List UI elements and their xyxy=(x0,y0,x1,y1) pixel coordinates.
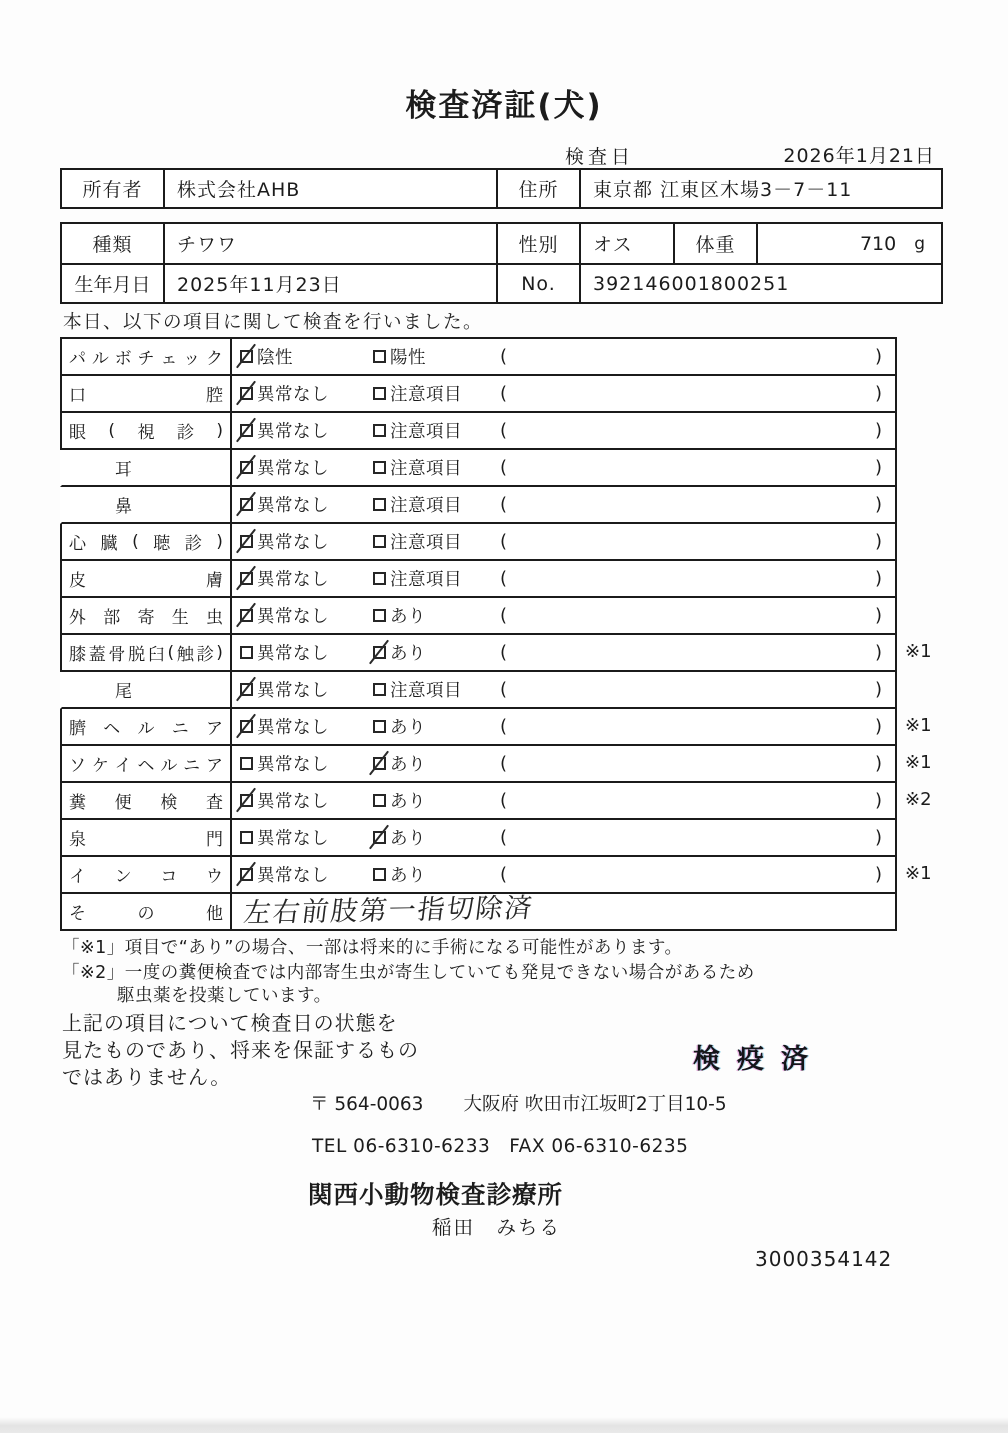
result-option xyxy=(240,455,373,480)
option-label: 異常なし xyxy=(257,755,329,775)
weight-label: 体重 xyxy=(675,224,758,263)
checkbox-unchecked xyxy=(373,794,386,807)
option-label: 陽性 xyxy=(390,348,426,368)
check-row xyxy=(60,450,895,487)
check-row xyxy=(60,746,932,783)
handwritten-check-mark xyxy=(236,862,256,887)
clinic-postal-address xyxy=(310,1090,727,1116)
item-label xyxy=(62,339,232,374)
option-label: 異常なし xyxy=(257,533,329,553)
remark-paren-close: ) xyxy=(874,790,882,811)
item-label-char: 査 xyxy=(205,793,223,813)
item-label-char: ( xyxy=(132,531,139,552)
check-row xyxy=(60,709,932,746)
option-label: あり xyxy=(390,718,426,738)
item-label-char: ソ xyxy=(69,756,86,776)
check-row xyxy=(60,894,895,931)
check-row xyxy=(60,820,895,857)
footnote-2-continued: 駆虫薬を投薬しています。 xyxy=(117,986,332,1006)
owner-label: 所有者 xyxy=(62,170,165,207)
breed-label: 種類 xyxy=(62,224,165,263)
checkbox-checked xyxy=(240,720,253,733)
pet-table xyxy=(60,222,943,304)
item-label-char: ン xyxy=(114,867,132,887)
item-label-char: ヘ xyxy=(103,719,121,739)
inspection-date-label: 検査日 xyxy=(565,146,635,168)
remark-paren-open: ( xyxy=(500,679,508,700)
result-option xyxy=(240,529,373,554)
remark-paren-open: ( xyxy=(500,457,508,478)
item-label-char: 皮 xyxy=(69,571,86,591)
item-label-char: 膚 xyxy=(206,571,223,591)
item-label xyxy=(62,561,232,596)
option-label: 注意項目 xyxy=(390,496,462,516)
option-label: 注意項目 xyxy=(390,681,462,701)
result-option xyxy=(373,788,500,813)
item-label-char: 膝 xyxy=(69,645,86,665)
handwritten-check-mark xyxy=(236,455,256,480)
disclaimer-line-3: ではありません。 xyxy=(62,1065,232,1089)
option-label: 注意項目 xyxy=(390,385,462,405)
remark-paren-close: ) xyxy=(874,753,882,774)
item-label-char: 検 xyxy=(160,793,178,813)
intro-statement: 本日、以下の項目に関して検査を行いました。 xyxy=(63,312,484,333)
row-footnote-mark: ※1 xyxy=(905,863,932,884)
document-code: 3000354142 xyxy=(755,1247,893,1271)
item-label xyxy=(62,487,232,522)
result-cell xyxy=(232,746,895,781)
item-label xyxy=(62,894,232,929)
remark-paren-close: ) xyxy=(874,383,882,404)
breed-value: チワワ xyxy=(165,224,498,263)
item-label xyxy=(62,598,232,633)
disclaimer-line-1: 上記の項目について検査日の状態を xyxy=(62,1011,398,1035)
result-option xyxy=(373,714,500,739)
item-label xyxy=(62,709,232,744)
page-title: 検査済証(犬) xyxy=(405,88,603,124)
item-label-char: ル xyxy=(91,349,109,369)
handwritten-check-mark xyxy=(236,529,256,554)
handwritten-check-mark xyxy=(236,492,256,517)
item-label xyxy=(62,450,232,485)
item-label-char: 聴 xyxy=(153,534,171,554)
option-label: 異常なし xyxy=(257,570,329,590)
result-option xyxy=(240,825,373,850)
item-label-char: ボ xyxy=(114,349,132,369)
remark-paren-open: ( xyxy=(500,383,508,404)
remark-paren-close: ) xyxy=(874,346,882,367)
result-option xyxy=(373,418,500,443)
item-label-char: 診 xyxy=(196,645,214,665)
item-label-char: チ xyxy=(137,349,155,369)
result-option xyxy=(373,566,500,591)
remark-paren-close: ) xyxy=(874,494,882,515)
clinic-tel-fax: TEL 06-6310-6233 FAX 06-6310-6235 xyxy=(312,1136,689,1157)
examiner-name: 稲田 みちる xyxy=(432,1216,562,1239)
remark-paren-close: ) xyxy=(874,642,882,663)
item-label-char: そ xyxy=(69,904,86,924)
remark-paren-close: ) xyxy=(874,827,882,848)
checkbox-unchecked xyxy=(373,387,386,400)
remark-paren-open: ( xyxy=(500,420,508,441)
item-label-char: 臍 xyxy=(69,719,86,739)
number-value: 392146001800251 xyxy=(593,272,790,295)
item-label-char: ) xyxy=(216,420,223,441)
examination-check-table xyxy=(60,337,932,931)
footnote-2: 「※2」一度の糞便検査では内部寄生虫が寄生していても発見できない場合があるため xyxy=(62,963,755,983)
owner-value: 株式会社AHB xyxy=(165,170,498,207)
clinic-address: 大阪府 吹田市江坂町2丁目10-5 xyxy=(463,1094,727,1115)
weight-value-cell xyxy=(758,224,941,263)
result-option xyxy=(240,640,373,665)
result-option xyxy=(240,418,373,443)
checkbox-unchecked xyxy=(373,868,386,881)
result-cell xyxy=(232,524,895,559)
item-label-char: 糞 xyxy=(69,793,86,813)
sex-value: オス xyxy=(581,224,675,263)
result-option xyxy=(373,344,500,369)
item-label-char: イ xyxy=(114,756,132,776)
checkbox-checked xyxy=(240,572,253,585)
checkbox-unchecked xyxy=(373,683,386,696)
checkbox-checked xyxy=(240,350,253,363)
checkbox-unchecked xyxy=(240,646,253,659)
checkbox-checked xyxy=(240,424,253,437)
handwritten-check-mark xyxy=(236,788,256,813)
item-label-char: 腔 xyxy=(206,386,223,406)
option-label: 異常なし xyxy=(257,829,329,849)
item-label-char: ウ xyxy=(205,867,223,887)
checkbox-checked xyxy=(240,387,253,400)
remark-paren-open: ( xyxy=(500,716,508,737)
checkbox-checked xyxy=(240,868,253,881)
handwritten-check-mark xyxy=(236,566,256,591)
scan-edge-shadow xyxy=(0,1417,1008,1433)
item-label-char: ッ xyxy=(183,349,201,369)
checkbox-checked xyxy=(240,683,253,696)
checkbox-checked xyxy=(240,461,253,474)
item-label-char: ヘ xyxy=(137,756,155,776)
item-label-char: 耳 xyxy=(115,460,132,480)
item-label xyxy=(62,524,232,559)
result-cell xyxy=(232,894,895,929)
checkbox-unchecked xyxy=(373,572,386,585)
item-label-char: 生 xyxy=(171,608,189,628)
check-row xyxy=(60,376,895,413)
remark-paren-open: ( xyxy=(500,605,508,626)
item-label-char: ル xyxy=(160,756,178,776)
result-option xyxy=(373,381,500,406)
item-label xyxy=(62,413,232,448)
result-cell xyxy=(232,709,895,744)
item-label-char: イ xyxy=(69,867,86,887)
item-label-char: 蓋 xyxy=(88,645,106,665)
result-option xyxy=(240,603,373,628)
item-label-char: ) xyxy=(216,531,223,552)
item-label-char: 虫 xyxy=(206,608,223,628)
item-label-char: の xyxy=(137,904,155,924)
item-label-char: 部 xyxy=(103,608,121,628)
remark-paren-close: ) xyxy=(874,605,882,626)
remark-paren-close: ) xyxy=(874,531,882,552)
owner-table xyxy=(60,168,943,209)
row-footnote-mark: ※1 xyxy=(905,715,932,736)
option-label: 異常なし xyxy=(257,496,329,516)
footnote-1: 「※1」項目で“あり”の場合、一部は将来的に手術になる可能性があります。 xyxy=(62,938,683,958)
option-label: あり xyxy=(390,792,426,812)
checkbox-unchecked xyxy=(373,720,386,733)
item-label-char: 口 xyxy=(69,386,86,406)
option-label: 異常なし xyxy=(257,422,329,442)
item-label-char: ニ xyxy=(183,756,201,776)
remark-paren-close: ) xyxy=(874,864,882,885)
item-label-char: ア xyxy=(205,756,223,776)
item-label xyxy=(62,857,232,892)
item-label xyxy=(62,820,232,855)
result-option xyxy=(240,492,373,517)
item-label xyxy=(62,746,232,781)
item-label-char: ) xyxy=(216,642,223,663)
remark-paren-open: ( xyxy=(500,346,508,367)
option-label: 異常なし xyxy=(257,718,329,738)
option-label: 異常なし xyxy=(257,792,329,812)
result-option xyxy=(240,566,373,591)
number-label: No. xyxy=(498,265,581,302)
item-label-char: ( xyxy=(167,642,175,663)
result-option xyxy=(240,714,373,739)
result-option xyxy=(240,751,373,776)
checkbox-checked xyxy=(373,831,386,844)
item-label-char: ケ xyxy=(91,756,109,776)
option-label: 注意項目 xyxy=(390,533,462,553)
item-label-char: 触 xyxy=(176,645,194,665)
inspection-date-value: 2026年1月21日 xyxy=(783,145,935,167)
row-footnote-mark: ※1 xyxy=(905,641,932,662)
disclaimer-text xyxy=(62,1010,419,1091)
item-label-char: 心 xyxy=(69,534,86,554)
result-cell xyxy=(232,783,895,818)
result-option xyxy=(373,862,500,887)
item-label-char: 臓 xyxy=(100,534,118,554)
item-label-char: ニ xyxy=(171,719,189,739)
result-option xyxy=(240,381,373,406)
remark-paren-open: ( xyxy=(500,642,508,663)
checkbox-unchecked xyxy=(240,831,253,844)
item-label-char: コ xyxy=(160,867,178,887)
clinic-postal-code: 〒 564-0063 xyxy=(310,1094,424,1115)
item-label-char: ェ xyxy=(160,349,178,369)
result-cell xyxy=(232,487,895,522)
remark-paren-open: ( xyxy=(500,568,508,589)
item-label-char: 外 xyxy=(69,608,86,628)
result-cell xyxy=(232,413,895,448)
item-label-char: 寄 xyxy=(137,608,155,628)
option-label: 異常なし xyxy=(257,607,329,627)
item-label-char: 門 xyxy=(206,830,223,850)
handwritten-check-mark xyxy=(236,418,256,443)
remark-paren-open: ( xyxy=(500,753,508,774)
option-label: 注意項目 xyxy=(390,422,462,442)
result-option xyxy=(373,603,500,628)
check-row xyxy=(60,783,932,820)
item-label-char: ア xyxy=(206,719,223,739)
option-label: 異常なし xyxy=(257,459,329,479)
option-label: 注意項目 xyxy=(390,570,462,590)
item-label-char: 診 xyxy=(184,534,202,554)
checkbox-checked xyxy=(240,609,253,622)
item-label-char: 眼 xyxy=(69,423,86,443)
option-label: あり xyxy=(390,607,426,627)
result-cell xyxy=(232,598,895,633)
item-label-char: ク xyxy=(205,349,223,369)
result-cell xyxy=(232,450,895,485)
result-cell xyxy=(232,561,895,596)
check-row xyxy=(60,339,895,376)
check-row xyxy=(60,561,895,598)
result-cell xyxy=(232,339,895,374)
item-label-char: 脱 xyxy=(128,645,146,665)
check-row xyxy=(60,672,895,709)
checkbox-unchecked xyxy=(373,461,386,474)
handwritten-check-mark xyxy=(236,714,256,739)
check-row xyxy=(60,487,895,524)
result-option xyxy=(373,529,500,554)
row-footnote-mark: ※1 xyxy=(905,752,932,773)
weight-unit: g xyxy=(914,233,925,254)
item-label-char: 他 xyxy=(206,904,223,924)
checkbox-checked xyxy=(240,498,253,511)
remark-paren-close: ) xyxy=(874,716,882,737)
option-label: あり xyxy=(390,755,426,775)
item-label xyxy=(62,635,232,670)
check-row xyxy=(60,413,895,450)
item-label xyxy=(62,672,232,707)
check-row xyxy=(60,635,932,672)
quarantine-passed-stamp: 検疫済 xyxy=(693,1044,825,1075)
birthdate-value: 2025年11月23日 xyxy=(165,265,498,302)
item-label-char: ( xyxy=(108,420,116,441)
result-option xyxy=(373,640,500,665)
result-cell xyxy=(232,672,895,707)
remark-paren-open: ( xyxy=(500,790,508,811)
handwritten-note: 左右前肢第一指切除済 xyxy=(241,892,536,929)
result-option xyxy=(240,344,373,369)
handwritten-check-mark xyxy=(236,603,256,628)
result-cell xyxy=(232,820,895,855)
checkbox-checked xyxy=(240,535,253,548)
option-label: 異常なし xyxy=(257,681,329,701)
row-footnote-mark: ※2 xyxy=(905,789,932,810)
item-label-char: ル xyxy=(137,719,155,739)
checkbox-unchecked xyxy=(373,535,386,548)
remark-paren-close: ) xyxy=(874,679,882,700)
result-cell xyxy=(232,376,895,411)
handwritten-check-mark xyxy=(236,381,256,406)
result-option xyxy=(240,788,373,813)
item-label-char: 便 xyxy=(114,793,132,813)
checkbox-unchecked xyxy=(240,757,253,770)
remark-paren-close: ) xyxy=(874,568,882,589)
option-label: 注意項目 xyxy=(390,459,462,479)
result-option xyxy=(240,862,373,887)
option-label: 異常なし xyxy=(257,385,329,405)
item-label-char: パ xyxy=(69,349,86,369)
checkbox-checked xyxy=(240,794,253,807)
checkbox-unchecked xyxy=(373,350,386,363)
sex-label: 性別 xyxy=(498,224,581,263)
clinic-name: 関西小動物検査診療所 xyxy=(308,1180,563,1209)
item-label xyxy=(62,376,232,411)
result-option xyxy=(373,751,500,776)
result-option xyxy=(373,677,500,702)
result-option xyxy=(373,825,500,850)
address-label: 住所 xyxy=(498,170,581,207)
remark-paren-open: ( xyxy=(500,864,508,885)
check-row xyxy=(60,524,895,561)
remark-paren-close: ) xyxy=(874,457,882,478)
option-label: 陰性 xyxy=(257,348,293,368)
weight-value: 710 xyxy=(859,232,897,255)
checkbox-unchecked xyxy=(373,498,386,511)
item-label xyxy=(62,783,232,818)
remark-paren-open: ( xyxy=(500,531,508,552)
option-label: 異常なし xyxy=(257,866,329,886)
checkbox-unchecked xyxy=(373,609,386,622)
result-option xyxy=(373,492,500,517)
item-label-char: 臼 xyxy=(147,645,165,665)
checkbox-unchecked xyxy=(373,424,386,437)
disclaimer-line-2: 見たものであり、将来を保証するもの xyxy=(62,1038,419,1062)
option-label: あり xyxy=(390,866,426,886)
remark-paren-open: ( xyxy=(500,494,508,515)
remark-paren-close: ) xyxy=(874,420,882,441)
result-cell xyxy=(232,635,895,670)
item-label-char: 鼻 xyxy=(115,497,132,517)
item-label-char: 骨 xyxy=(108,645,126,665)
handwritten-check-mark xyxy=(236,677,256,702)
result-option xyxy=(373,455,500,480)
birthdate-label: 生年月日 xyxy=(62,265,165,302)
remark-paren-open: ( xyxy=(500,827,508,848)
checkbox-checked xyxy=(373,646,386,659)
option-label: あり xyxy=(390,829,426,849)
item-label-char: 診 xyxy=(176,423,194,443)
option-label: あり xyxy=(390,644,426,664)
item-label-char: 尾 xyxy=(115,682,132,702)
item-label-char: 泉 xyxy=(69,830,86,850)
result-option xyxy=(240,677,373,702)
checkbox-checked xyxy=(373,757,386,770)
check-row xyxy=(60,598,895,635)
item-label-char: 視 xyxy=(137,423,155,443)
address-value: 東京都 江東区木場3－7－11 xyxy=(593,179,853,201)
option-label: 異常なし xyxy=(257,644,329,664)
handwritten-check-mark xyxy=(236,344,256,369)
